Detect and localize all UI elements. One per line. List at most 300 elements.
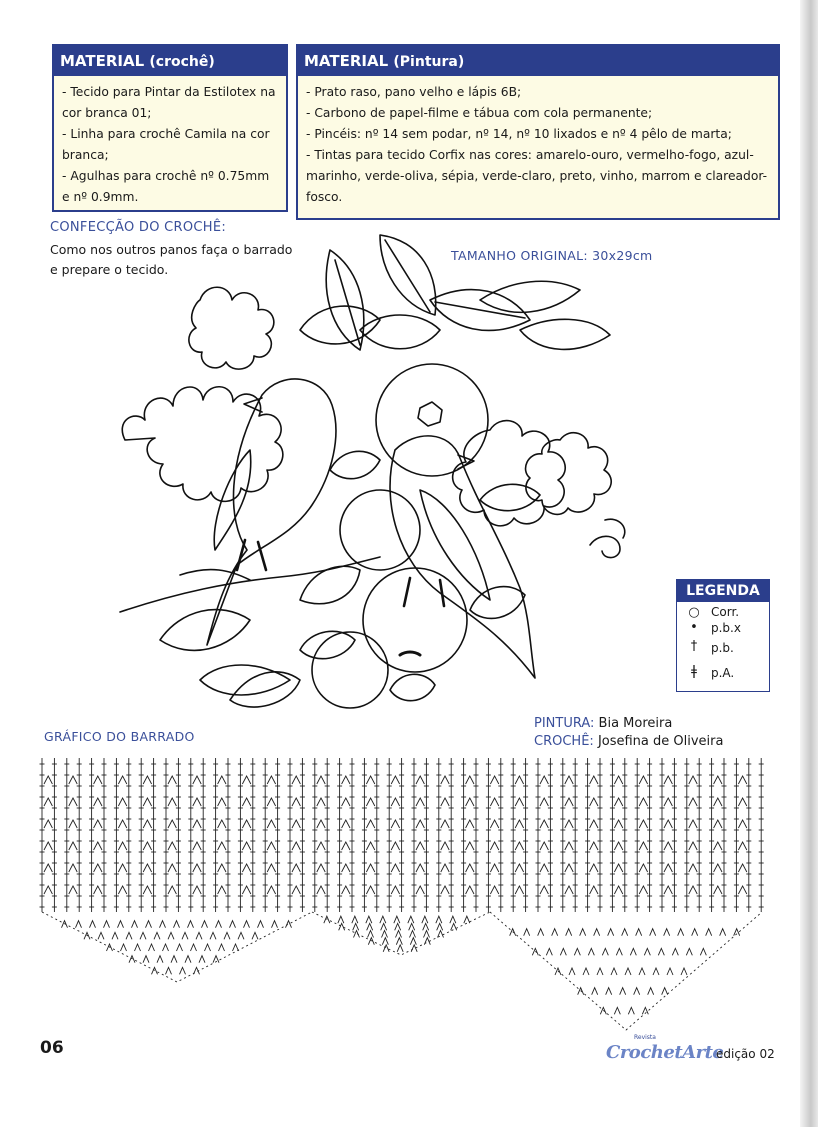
chart-fan-mark	[218, 776, 226, 784]
chart-fan-mark	[366, 798, 374, 806]
chart-fan-mark	[416, 798, 424, 806]
chart-fan-mark	[94, 886, 102, 894]
chart-fan-mark	[193, 820, 201, 828]
chart-fan-mark	[168, 798, 176, 806]
chart-fan-mark	[490, 798, 498, 806]
chart-fan-mark	[216, 921, 222, 928]
chart-fan-mark	[515, 842, 523, 850]
chart-fan-mark	[143, 886, 151, 894]
chart-fan-mark	[672, 948, 678, 955]
material-pintura-subtitle: (Pintura)	[393, 54, 465, 70]
list-item: - Linha para crochê Camila na cor branca;	[62, 127, 270, 162]
legend-label: p.b.	[711, 641, 734, 655]
chart-fan-mark	[242, 842, 250, 850]
chart-fan-mark	[450, 916, 456, 923]
chart-fan-mark	[69, 798, 77, 806]
chart-fan-mark	[185, 956, 191, 963]
chart-fan-mark	[410, 938, 416, 945]
chart-fan-mark	[118, 864, 126, 872]
chart-fan-mark	[44, 820, 52, 828]
chart-fan-mark	[382, 931, 388, 938]
chart-fan-mark	[466, 864, 474, 872]
chart-fan-mark	[149, 944, 155, 951]
chart-fan-mark	[118, 820, 126, 828]
chart-fan-mark	[69, 776, 77, 784]
chart-fan-mark	[614, 886, 622, 894]
double-dagger-icon: ǂ	[691, 664, 697, 679]
chart-fan-mark	[143, 798, 151, 806]
legend-label: p.b.x	[711, 621, 741, 635]
chart-fan-mark	[538, 929, 544, 936]
chart-fan-mark	[664, 929, 670, 936]
material-pintura-title: MATERIAL	[304, 52, 389, 70]
chart-fan-mark	[636, 929, 642, 936]
chart-fan-mark	[441, 842, 449, 850]
list-item: - Tecido para Pintar da Estilotex na cor branca 01;	[62, 85, 276, 120]
chart-fan-mark	[135, 944, 141, 951]
credit-pintura-value: Bia Moreira	[598, 716, 673, 731]
grafico-heading: GRÁFICO DO BARRADO	[44, 729, 195, 744]
chart-fan-mark	[317, 798, 325, 806]
chart-fan-mark	[658, 948, 664, 955]
chart-fan-mark	[188, 921, 194, 928]
chart-fan-mark	[411, 945, 417, 952]
chart-fan-mark	[664, 886, 672, 894]
chart-fan-mark	[205, 944, 211, 951]
chart-fan-mark	[620, 988, 626, 995]
chart-fan-mark	[410, 931, 416, 938]
chart-fan-mark	[90, 921, 96, 928]
chart-fan-mark	[193, 842, 201, 850]
chart-fan-mark	[76, 921, 82, 928]
chart-fan-mark	[524, 929, 530, 936]
chart-fan-mark	[218, 842, 226, 850]
chart-fan-mark	[639, 776, 647, 784]
chart-fan-mark	[193, 864, 201, 872]
chart-fan-mark	[639, 820, 647, 828]
chart-fan-mark	[267, 820, 275, 828]
confeccao-text-line: Como nos outros panos faça o barrado	[50, 242, 293, 257]
chart-fan-mark	[622, 929, 628, 936]
chart-fan-mark	[423, 923, 429, 930]
chart-fan-mark	[614, 864, 622, 872]
chart-fan-mark	[199, 956, 205, 963]
chart-fan-mark	[466, 798, 474, 806]
chart-fan-mark	[44, 776, 52, 784]
chart-fan-mark	[608, 929, 614, 936]
chart-fan-mark	[94, 864, 102, 872]
chart-fan-mark	[352, 916, 358, 923]
chart-fan-mark	[565, 886, 573, 894]
chart-fan-mark	[664, 842, 672, 850]
chart-grid	[40, 758, 764, 1030]
chart-fan-mark	[391, 886, 399, 894]
chart-fan-mark	[667, 968, 673, 975]
chart-fan-mark	[193, 776, 201, 784]
chart-scallop	[312, 912, 490, 955]
chart-fan-mark	[317, 820, 325, 828]
tamanho-label: TAMANHO ORIGINAL:	[451, 248, 588, 263]
chart-fan-mark	[180, 967, 186, 974]
chart-fan-mark	[546, 948, 552, 955]
chart-fan-mark	[118, 776, 126, 784]
chart-fan-mark	[614, 820, 622, 828]
chart-fan-mark	[706, 929, 712, 936]
chart-fan-mark	[416, 886, 424, 894]
chart-fan-mark	[342, 820, 350, 828]
chart-fan-mark	[98, 932, 104, 939]
chart-fan-mark	[367, 923, 373, 930]
chart-fan-mark	[630, 948, 636, 955]
chart-fan-mark	[193, 886, 201, 894]
chart-fan-mark	[104, 921, 110, 928]
chart-fan-mark	[616, 948, 622, 955]
chart-fan-mark	[44, 886, 52, 894]
chart-fan-mark	[242, 776, 250, 784]
magazine-brand	[606, 1034, 775, 1063]
chart-fan-mark	[490, 820, 498, 828]
chart-fan-mark	[324, 916, 330, 923]
chart-fan-mark	[441, 886, 449, 894]
chart-fan-mark	[738, 776, 746, 784]
chart-fan-mark	[368, 931, 374, 938]
chart-fan-mark	[490, 776, 498, 784]
chart-fan-mark	[267, 798, 275, 806]
chart-fan-mark	[267, 864, 275, 872]
chart-fan-mark	[168, 842, 176, 850]
confeccao-heading: CONFECÇÃO DO CROCHÊ:	[50, 220, 227, 235]
chart-fan-mark	[590, 842, 598, 850]
chart-fan-mark	[94, 842, 102, 850]
chart-fan-mark	[614, 776, 622, 784]
chart-fan-mark	[436, 916, 442, 923]
brand-logo: CrochetArte	[606, 1042, 724, 1063]
chart-fan-mark	[734, 929, 740, 936]
credit-croche-value: Josefina de Oliveira	[597, 734, 724, 749]
chart-fan-mark	[590, 864, 598, 872]
chart-fan-mark	[639, 842, 647, 850]
chart-fan-mark	[118, 842, 126, 850]
chart-fan-mark	[464, 916, 470, 923]
chart-fan-mark	[366, 820, 374, 828]
chart-fan-mark	[292, 798, 300, 806]
chart-fan-mark	[218, 864, 226, 872]
chart-fan-mark	[292, 842, 300, 850]
chart-fan-mark	[515, 776, 523, 784]
chart-fan-mark	[714, 864, 722, 872]
chart-fan-mark	[193, 798, 201, 806]
chart-fan-mark	[639, 864, 647, 872]
chart-fan-mark	[366, 842, 374, 850]
chart-fan-mark	[233, 944, 239, 951]
chart-fan-mark	[611, 968, 617, 975]
chart-fan-mark	[639, 798, 647, 806]
chart-fan-mark	[574, 948, 580, 955]
chart-fan-mark	[342, 864, 350, 872]
chart-fan-mark	[396, 938, 402, 945]
chart-fan-mark	[171, 956, 177, 963]
chart-fan-mark	[168, 820, 176, 828]
chart-fan-mark	[94, 776, 102, 784]
chart-fan-mark	[628, 1007, 634, 1014]
chart-fan-mark	[391, 864, 399, 872]
chart-fan-mark	[714, 886, 722, 894]
chart-fan-mark	[391, 820, 399, 828]
chart-fan-mark	[317, 886, 325, 894]
chart-fan-mark	[163, 944, 169, 951]
chart-scallop	[490, 912, 762, 1030]
chart-fan-mark	[143, 842, 151, 850]
chart-fan-mark	[540, 886, 548, 894]
chart-fan-mark	[160, 921, 166, 928]
chart-fan-mark	[218, 798, 226, 806]
list-item: - Prato raso, pano velho e lápis 6B;	[306, 85, 522, 99]
chart-fan-mark	[416, 820, 424, 828]
chart-fan-mark	[230, 921, 236, 928]
chart-fan-mark	[381, 923, 387, 930]
credit-pintura-label: PINTURA:	[534, 716, 595, 731]
list-item: - Carbono de papel-filme e tábua com cola permanente;	[306, 106, 653, 120]
chart-fan-mark	[565, 820, 573, 828]
confeccao-text-line: e prepare o tecido.	[50, 262, 169, 277]
chart-fan-mark	[590, 886, 598, 894]
chart-fan-mark	[182, 932, 188, 939]
chart-fan-mark	[490, 886, 498, 894]
chart-fan-mark	[565, 842, 573, 850]
chart-fan-mark	[515, 886, 523, 894]
chart-fan-mark	[614, 842, 622, 850]
page-number: 06	[40, 1038, 64, 1058]
chart-fan-mark	[132, 921, 138, 928]
chart-fan-mark	[540, 776, 548, 784]
credit-croche-label: CROCHÊ:	[534, 734, 594, 749]
chart-fan-mark	[267, 842, 275, 850]
chart-fan-mark	[94, 798, 102, 806]
material-croche-subtitle: (crochê)	[149, 54, 215, 70]
chart-fan-mark	[146, 921, 152, 928]
chart-fan-mark	[466, 886, 474, 894]
chart-fan-mark	[689, 820, 697, 828]
chart-fan-mark	[140, 932, 146, 939]
chart-fan-mark	[664, 798, 672, 806]
dagger-icon: †	[690, 639, 698, 654]
chart-fan-mark	[416, 776, 424, 784]
chart-fan-mark	[625, 968, 631, 975]
chart-fan-mark	[650, 929, 656, 936]
chart-fan-mark	[714, 798, 722, 806]
chart-fan-mark	[168, 886, 176, 894]
chart-fan-mark	[143, 864, 151, 872]
chart-fan-mark	[424, 931, 430, 938]
chart-fan-mark	[143, 956, 149, 963]
brand-small: Revista	[634, 1034, 656, 1041]
chart-fan-mark	[218, 820, 226, 828]
chart-fan-mark	[342, 798, 350, 806]
chart-fan-mark	[292, 864, 300, 872]
chart-fan-mark	[490, 864, 498, 872]
chart-fan-mark	[44, 864, 52, 872]
chart-fan-mark	[569, 968, 575, 975]
chart-fan-mark	[490, 842, 498, 850]
chart-fan-mark	[121, 944, 127, 951]
chart-fan-mark	[540, 864, 548, 872]
chart-fan-mark	[368, 938, 374, 945]
chart-fan-mark	[565, 864, 573, 872]
chart-fan-mark	[292, 886, 300, 894]
chart-fan-mark	[202, 921, 208, 928]
chart-fan-mark	[686, 948, 692, 955]
chart-fan-mark	[738, 820, 746, 828]
chart-fan-mark	[552, 929, 558, 936]
chart-fan-mark	[700, 948, 706, 955]
chart-fan-mark	[664, 776, 672, 784]
chart-fan-mark	[177, 944, 183, 951]
chart-fan-mark	[317, 842, 325, 850]
chart-fan-mark	[292, 820, 300, 828]
chart-fan-mark	[168, 932, 174, 939]
chart-fan-mark	[69, 842, 77, 850]
chart-fan-mark	[590, 820, 598, 828]
chart-fan-mark	[720, 929, 726, 936]
chart-fan-mark	[252, 932, 258, 939]
chart-fan-mark	[286, 921, 292, 928]
edition-label: edição 02	[716, 1047, 775, 1061]
chart-fan-mark	[342, 776, 350, 784]
legend-label: Corr.	[711, 605, 740, 619]
chart-fan-mark	[391, 798, 399, 806]
chart-fan-mark	[438, 931, 444, 938]
chart-fan-mark	[191, 944, 197, 951]
circle-icon: ○	[688, 605, 700, 620]
chart-fan-mark	[354, 931, 360, 938]
chart-fan-mark	[738, 842, 746, 850]
chart-fan-mark	[408, 916, 414, 923]
chart-fan-mark	[382, 938, 388, 945]
chart-fan-mark	[168, 864, 176, 872]
chart-fan-mark	[692, 929, 698, 936]
legend-title: LEGENDA	[677, 580, 769, 602]
chart-fan-mark	[416, 864, 424, 872]
chart-fan-mark	[714, 842, 722, 850]
chart-fan-mark	[112, 932, 118, 939]
chart-fan-mark	[678, 929, 684, 936]
chart-fan-mark	[653, 968, 659, 975]
chart-fan-mark	[644, 948, 650, 955]
chart-fan-mark	[662, 988, 668, 995]
chart-fan-mark	[391, 842, 399, 850]
chart-fan-mark	[272, 921, 278, 928]
chart-fan-mark	[451, 923, 457, 930]
tamanho-value: 30x29cm	[592, 248, 653, 263]
chart-fan-mark	[218, 886, 226, 894]
chart-fan-mark	[242, 886, 250, 894]
chart-fan-mark	[606, 988, 612, 995]
chart-fan-mark	[689, 864, 697, 872]
chart-fan-mark	[515, 798, 523, 806]
chart-fan-mark	[614, 798, 622, 806]
chart-fan-mark	[689, 842, 697, 850]
chart-fan-mark	[565, 798, 573, 806]
chart-fan-mark	[738, 886, 746, 894]
chart-fan-mark	[258, 921, 264, 928]
list-item: - Agulhas para crochê nº 0.75mm e nº 0.9mm.	[62, 169, 270, 204]
chart-fan-mark	[560, 948, 566, 955]
chart-fan-mark	[738, 864, 746, 872]
chart-fan-mark	[224, 932, 230, 939]
chart-fan-mark	[196, 932, 202, 939]
chart-fan-mark	[394, 916, 400, 923]
chart-fan-mark	[342, 842, 350, 850]
chart-fan-mark	[342, 886, 350, 894]
chart-fan-mark	[515, 864, 523, 872]
chart-fan-mark	[317, 776, 325, 784]
chart-fan-mark	[565, 776, 573, 784]
chart-fan-mark	[689, 776, 697, 784]
chart-fan-mark	[588, 948, 594, 955]
chart-fan-mark	[366, 886, 374, 894]
chart-fan-mark	[416, 842, 424, 850]
chart-fan-mark	[143, 820, 151, 828]
chart-fan-mark	[597, 968, 603, 975]
chart-fan-mark	[580, 929, 586, 936]
chart-fan-mark	[238, 932, 244, 939]
chart-fan-mark	[292, 776, 300, 784]
chart-fan-mark	[409, 923, 415, 930]
chart-fan-mark	[689, 798, 697, 806]
chart-fan-mark	[44, 842, 52, 850]
chart-fan-mark	[738, 798, 746, 806]
chart-fan-mark	[210, 932, 216, 939]
chart-fan-mark	[383, 945, 389, 952]
chart-fan-mark	[592, 988, 598, 995]
chart-fan-mark	[466, 776, 474, 784]
chart-fan-mark	[639, 886, 647, 894]
legend-label: p.A.	[711, 666, 735, 680]
chart-fan-mark	[441, 798, 449, 806]
chart-fan-mark	[143, 776, 151, 784]
chart-fan-mark	[590, 798, 598, 806]
chart-fan-mark	[154, 932, 160, 939]
chart-fan-mark	[244, 921, 250, 928]
chart-fan-mark	[397, 945, 403, 952]
chart-fan-mark	[366, 916, 372, 923]
chart-fan-mark	[634, 988, 640, 995]
chart-fan-mark	[441, 820, 449, 828]
chart-fan-mark	[242, 798, 250, 806]
chart-fan-mark	[540, 842, 548, 850]
chart-fan-mark	[380, 916, 386, 923]
chart-fan-mark	[714, 820, 722, 828]
chart-fan-mark	[353, 923, 359, 930]
chart-fan-mark	[174, 921, 180, 928]
material-croche-title: MATERIAL	[60, 52, 145, 70]
chart-fan-mark	[69, 864, 77, 872]
chart-fan-mark	[466, 820, 474, 828]
chart-fan-mark	[395, 923, 401, 930]
chart-fan-mark	[639, 968, 645, 975]
chart-fan-mark	[540, 820, 548, 828]
chart-fan-mark	[466, 842, 474, 850]
chart-fan-mark	[242, 820, 250, 828]
chart-fan-mark	[664, 820, 672, 828]
list-item: - Tintas para tecido Corfix nas cores: amarelo-ouro, vermelho-fogo, azul-marinho, verde-oliva, sépia, verde-claro, preto, vinho, marrom e clareador-fosco.	[306, 148, 768, 204]
chart-fan-mark	[118, 886, 126, 894]
chart-fan-mark	[648, 988, 654, 995]
chart-fan-mark	[366, 776, 374, 784]
list-item: - Pincéis: nº 14 sem podar, nº 14, nº 10 lixados e nº 4 pêlo de marta;	[306, 127, 732, 141]
chart-fan-mark	[594, 929, 600, 936]
chart-fan-mark	[614, 1007, 620, 1014]
